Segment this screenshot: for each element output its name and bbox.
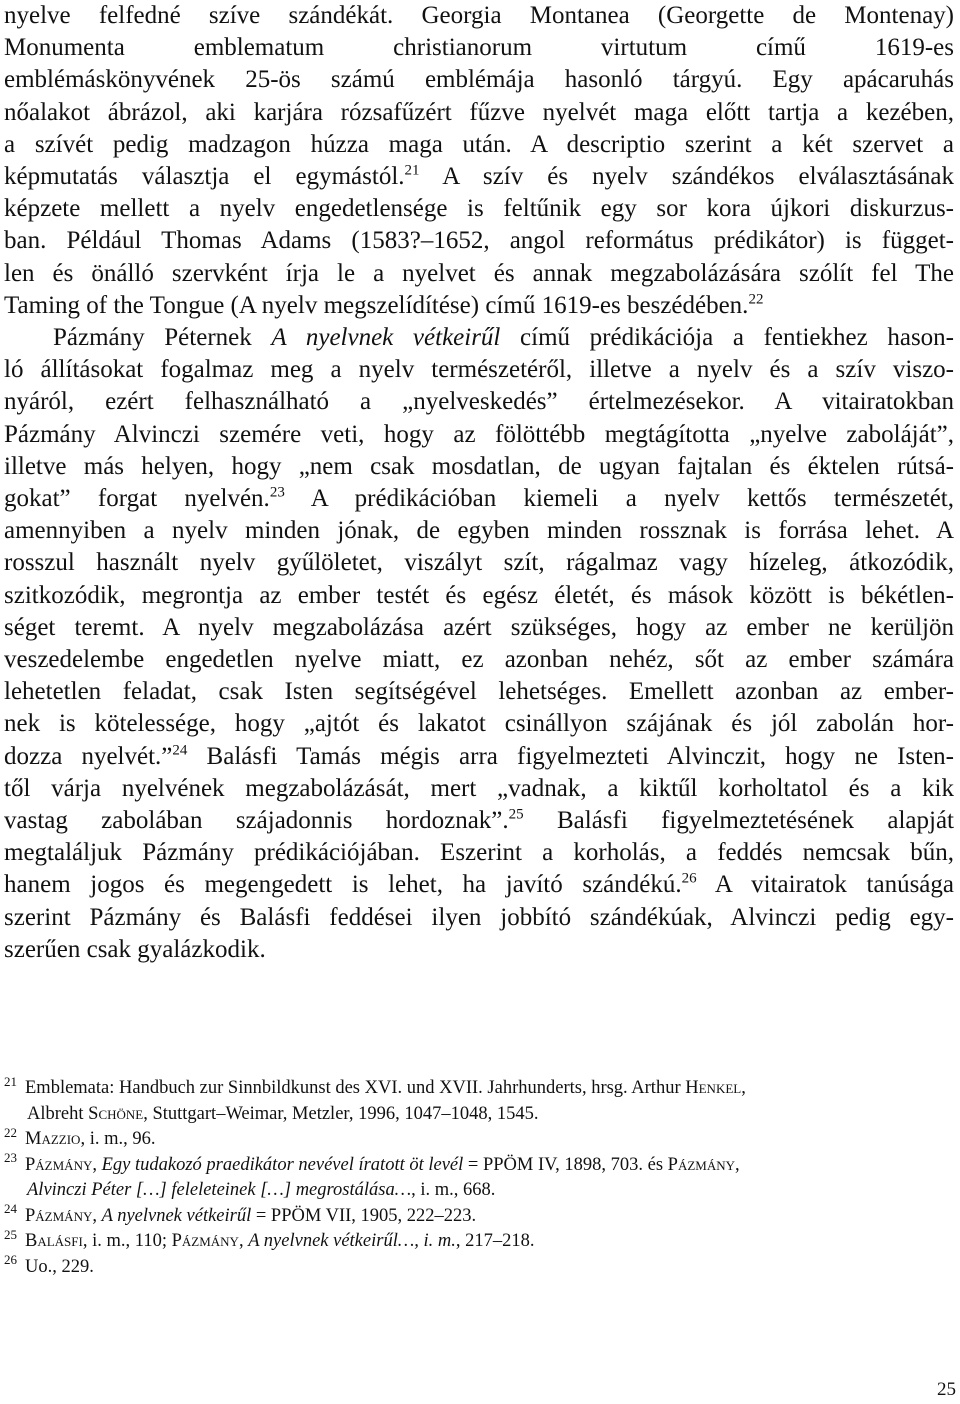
text-run: , i. m., 96. <box>80 1129 156 1149</box>
footnote-24 <box>4 1201 954 1230</box>
footnote-26 <box>4 1252 954 1281</box>
author-smallcaps: chöne <box>98 1103 144 1124</box>
footnote-21 <box>4 1073 954 1102</box>
text-run: Balásfi Tamás mégis arra figyelmezteti Alvinczit, hogy ne Isten- <box>187 742 954 770</box>
text-run: A vitairatok tanúsága <box>696 871 954 899</box>
footnote-number: 23 <box>4 1150 17 1166</box>
text-run: P <box>25 1154 36 1175</box>
body-line <box>4 805 954 837</box>
footnote-number: 25 <box>4 1226 17 1242</box>
text-run: Emblemata: Handbuch zur Sinnbildkunst des XVI. und XVII. Jahrhunderts, hrsg. Arthur H <box>25 1078 699 1098</box>
text-run: vastag zabolában szájadonnis hordoznak”. <box>4 807 509 835</box>
title-italic: A nyelvnek vétkeirűl…, i. m. <box>248 1231 456 1251</box>
footnote-number: 24 <box>4 1201 17 1217</box>
body-line: amennyiben a nyelv minden jónak, de egyben minden rossznak is forrása lehet. A <box>4 517 954 545</box>
body-line <box>4 869 954 901</box>
footnote-25 <box>4 1226 954 1255</box>
body-line: től várja nyelvének megzabolázását, mert „vadnak, a kiktűl korholtatol és a kik <box>4 774 954 802</box>
body-line: képzete mellett a nyelv engedetlensége is feltűnik egy sor kora újkori diskurzus- <box>4 195 954 223</box>
footnote-23 <box>4 1150 954 1179</box>
text-run: , i. m., 110; P <box>82 1231 182 1251</box>
body-line: szitkozódik, megrontja az ember testét és egész életét, és mások között is békétlen- <box>4 581 954 609</box>
body-line: nek is kötelessége, hogy „ajtót és lakatot csinállyon szájának és jól zabolán hor- <box>4 710 954 738</box>
text-run: Uo., 229. <box>25 1256 94 1277</box>
body-line <box>4 483 954 515</box>
text-run: B <box>25 1231 38 1251</box>
body-line <box>4 161 954 193</box>
author-smallcaps: ázmány <box>677 1154 735 1175</box>
footnote-ref: 22 <box>748 291 764 308</box>
text-run: , <box>735 1154 740 1175</box>
text-run: = PPÖM VII, 1905, 222–223. <box>251 1205 477 1226</box>
body-line <box>4 290 954 322</box>
footnote-number: 21 <box>4 1073 17 1089</box>
body-line: lehetetlen feladat, csak Isten segítségével lehetséges. Emellett azonban az ember- <box>4 678 954 706</box>
text-run: dozza nyelvét.” <box>4 742 173 770</box>
body-line: Pázmány Alvinczi szemére veti, hogy az fölöttébb megtágította „nyelve zaboláját”, <box>4 420 954 448</box>
text-run: című prédikációja a fentiekhez hason- <box>500 324 954 352</box>
text-run: , <box>92 1154 102 1175</box>
text-run: , i. m., 668. <box>411 1180 496 1200</box>
body-line: séget teremt. A nyelv megzabolázása azért szükséges, hogy az ember ne kerüljön <box>4 613 954 641</box>
footnote-ref: 26 <box>681 871 697 888</box>
body-line <box>4 741 954 773</box>
author-smallcaps: enkel <box>698 1078 742 1098</box>
text-run: P <box>25 1205 36 1226</box>
body-text <box>4 0 954 966</box>
text-run: Albreht S <box>27 1103 99 1124</box>
body-line: veszedelembe engedetlen nyelve miatt, ez azonban nehéz, sőt az ember számára <box>4 646 954 674</box>
text-run: , <box>92 1205 102 1226</box>
title-italic: Egy tudakozó praedikátor nevével íratott öt levél <box>101 1154 464 1175</box>
text-run: A prédikációban kiemeli a nyelv kettős természetét, <box>284 485 954 513</box>
body-line: szerűen csak gyalázkodik. <box>4 935 266 963</box>
text-run: Taming of the Tongue (A nyelv megszelídítése) című 1619-es beszédében. <box>4 291 749 319</box>
body-line: szerint Pázmány és Balásfi feddései ilyen jobbító szándékúak, Alvinczi pedig egy- <box>4 903 954 931</box>
title-italic: Alvinczi Péter […] feleleteinek […] megrostálása… <box>27 1180 412 1200</box>
footnote-23-cont <box>4 1178 954 1204</box>
body-line: rosszul használt nyelv gyűlöletet, viszályt szít, rágalmaz vagy hízeleg, átkozódik, <box>4 549 954 577</box>
author-smallcaps: alásfi <box>37 1231 83 1251</box>
title-italic: A nyelvnek vétkeirűl <box>101 1205 252 1226</box>
text-run: , <box>741 1078 746 1098</box>
text-run: gokat” forgat nyelvén. <box>4 485 270 513</box>
footnote-number: 22 <box>4 1124 17 1140</box>
text-run: Balásfi figyelmeztetésének alapját <box>523 807 954 835</box>
body-line: a szívét pedig madzagon húzza maga után. A descriptio szerint a két szervet a <box>4 130 954 158</box>
text-run: Pázmány Péternek <box>53 324 272 352</box>
footnote-22 <box>4 1124 954 1153</box>
author-smallcaps: ázmány <box>35 1154 93 1175</box>
body-line: len és önálló szervként írja le a nyelvet és annak megzabolázására szólít fel The <box>4 259 954 287</box>
body-line: ban. Például Thomas Adams (1583?–1652, angol református prédikátor) is függet- <box>4 227 954 255</box>
footnote-ref: 24 <box>172 742 188 759</box>
footnote-ref: 25 <box>508 806 524 823</box>
body-line: megtaláljuk Pázmány prédikációjában. Eszerint a korholás, a feddés nemcsak bűn, <box>4 839 954 867</box>
footnotes <box>4 1073 954 1280</box>
body-line: nyelve felfedné szíve szándékát. Georgia Montanea (Georgette de Montenay) <box>4 2 954 29</box>
author-smallcaps: azzio <box>41 1129 81 1149</box>
body-line: emblémáskönyvének 25-ös számú emblémája hasonló tárgyú. Egy apácaruhás <box>4 66 954 94</box>
body-line: nyáról, ezért felhasználható a „nyelveskedés” értelmezésekor. A vitairatokban <box>4 388 954 416</box>
footnote-ref: 23 <box>269 484 285 501</box>
footnote-ref: 21 <box>404 162 420 179</box>
footnote-21-cont <box>4 1102 954 1128</box>
text-run: M <box>25 1129 42 1149</box>
text-run: képmutatás választja el egymástól. <box>4 163 405 191</box>
title-italic: A nyelvnek vétkeirűl <box>271 324 501 352</box>
text-run: A szív és nyelv szándékos elválasztásának <box>419 163 955 191</box>
body-line: Monumenta emblematum christianorum virtutum című 1619-es <box>4 34 954 62</box>
footnote-number: 26 <box>4 1252 17 1268</box>
body-line: ló állításokat fogalmaz meg a nyelv természetéről, illetve a nyelv és a szív viszo- <box>4 356 954 384</box>
page-number: 25 <box>937 1379 956 1400</box>
text-run: , <box>238 1231 249 1251</box>
body-line: illetve más helyen, hogy „nem csak mosdatlan, de ugyan fajtalan és éktelen rútsá- <box>4 452 954 480</box>
body-line: nőalakot ábrázol, aki karjára rózsafűzért fűzve nyelvét maga előtt tartja a kezében, <box>4 98 954 126</box>
author-smallcaps: ázmány <box>35 1205 93 1226</box>
text-run: , 217–218. <box>455 1231 535 1251</box>
body-line <box>4 322 954 354</box>
text-run: , Stuttgart–Weimar, Metzler, 1996, 1047–1048, 1545. <box>143 1103 539 1124</box>
text-run: hanem jogos és megengedett is lehet, ha javító szándékú. <box>4 871 682 899</box>
author-smallcaps: ázmány <box>181 1231 239 1251</box>
text-run: = PPÖM IV, 1898, 703. és P <box>463 1154 678 1175</box>
